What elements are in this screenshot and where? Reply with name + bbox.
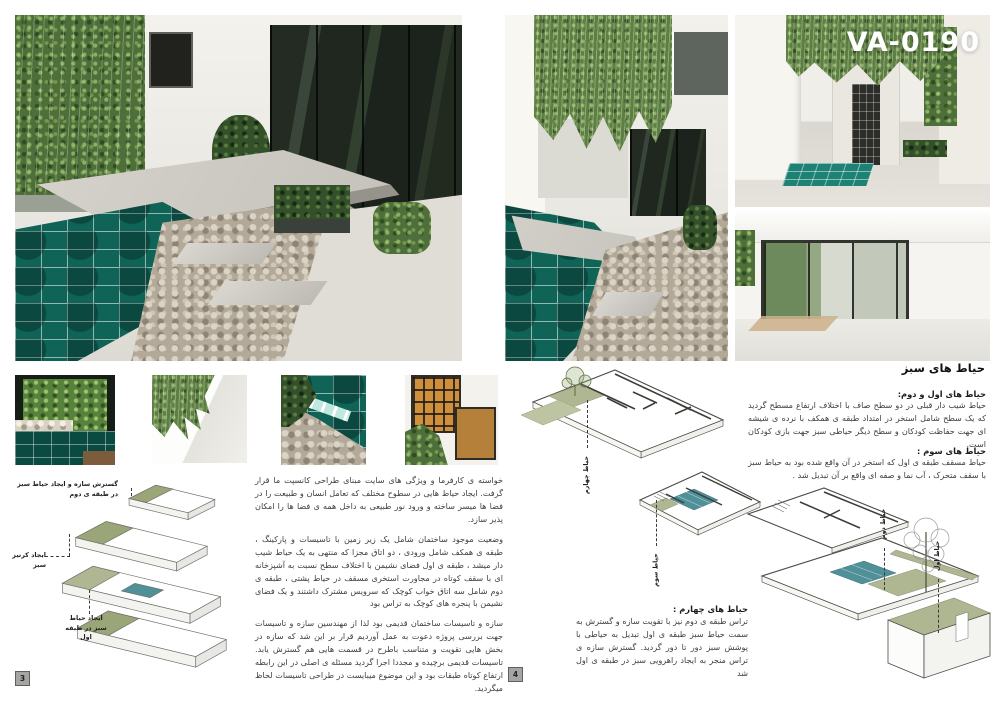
- page-number-left: 3: [15, 671, 30, 686]
- section-title-green-yards: حیاط های سبز: [901, 361, 985, 375]
- leader-line: [884, 548, 885, 590]
- page-number-right: 4: [508, 667, 523, 682]
- leader-line: [587, 400, 588, 448]
- photo-main-courtyard: [15, 15, 462, 361]
- thumb-tiles-pebbles: [281, 375, 366, 465]
- body-yard-3: حیاط مسقف طبقه ی اول که استخر در آن واقع شده بود به حیاط سبز با سقف متحرک ، آب نما و صفه ای واقع بر آن تبدیل شد .: [748, 457, 986, 480]
- plan-ground-floor-yards: [740, 480, 995, 695]
- heading-yards-1-2: حیاط های اول و دوم:: [897, 389, 986, 399]
- axon-label-second-floor: گسترش سازه و ایجاد حیاط سبز در طبقه ی دوم: [17, 480, 118, 498]
- axon-label-green-cornice: ایجاد کرنیز سبز: [12, 551, 46, 569]
- plan-label-yard-1: حیاط اول: [933, 540, 942, 572]
- lit-window: [411, 375, 462, 433]
- wood-deck: [749, 316, 839, 331]
- heading-yard-3: حیاط های سوم :: [917, 446, 986, 456]
- intro-text-column: [255, 474, 503, 702]
- leader-line: [656, 500, 657, 546]
- intro-paragraph: خواسته ی کارفرما و ویژگی های سایت مبنای طراحی کانسپت ما قرار گرفت. ایجاد حیاط هایی در سطوح مختلف که تعامل انسان و طبیعت را در فضا ها میسر ساخته و ورود نور طبیعی به داخل همه ی فضا ها را امکان پذیر سازد.: [255, 475, 503, 524]
- leader-line: [69, 534, 70, 556]
- neighbor-window: [671, 32, 728, 94]
- leader-line: [89, 590, 90, 614]
- leader-line: [131, 488, 132, 496]
- heading-yard-4: حیاط های چهارم :: [673, 604, 748, 614]
- plan-label-yard-4: حیاط چهارم: [582, 455, 591, 495]
- planter: [683, 205, 716, 250]
- greenery-sliver: [735, 230, 755, 287]
- body-yard-4: تراس طبقه ی دوم نیز با تقویت سازه و گسترش به سمت حیاط سبز طبقه ی اول تبدیل به حیاطی با پوشش سبز دور تا دور گردید. گسترش سازه ی تراس منجر به ایجاد راهرویی سبز در طبقه ی اول شد: [576, 616, 748, 678]
- thumb-hanging-plants: [152, 375, 247, 463]
- stepping-slab: [173, 243, 277, 264]
- photo-courtyard-corridor: [735, 15, 990, 207]
- intro-paragraph: سازه و تاسیسات ساختمان قدیمی بود لذا از مهندسین سازه و تاسیسات جهت بررسی پروژه دعوت به عمل آوردیم قرار بر این شد که سازه در بخش هایی تقویت و متناسب باطرح در قسمت هایی هم گسترش یابد. تاسیسات قدیمی برچیده و مجددا اجرا گردید مسئله ی اصلی در این رابطه ارتفاع کوتاه طبقات بود و این موضوع میبایست در طراحی تاسیسات لحاظ میگردید.: [255, 618, 503, 694]
- planter-box: [274, 219, 350, 233]
- window: [149, 32, 193, 88]
- leader-line: [45, 556, 70, 557]
- leader-line: [938, 579, 939, 633]
- planter-row: [903, 140, 946, 157]
- axon-label-first-floor: ایجاد حیاط سبز در طبقه اول: [65, 614, 107, 642]
- wood-edge: [83, 451, 115, 465]
- photo-courtyard-vertical: [505, 15, 728, 361]
- plan-label-yard-3: حیاط سوم: [651, 553, 660, 587]
- plan-label-yard-2: حیاط دوم: [879, 508, 888, 540]
- planter: [373, 202, 431, 254]
- wood-door: [455, 407, 496, 461]
- small-pool: [782, 163, 874, 186]
- thumb-warm-window: [405, 375, 498, 465]
- stepping-slab: [208, 281, 328, 305]
- thumb-night-pool: [15, 375, 115, 465]
- intro-paragraph: وضعیت موجود ساختمان شامل یک زیر زمین با تاسیسات و پارکینگ ، طبقه ی همکف شامل ورودی ، دو اتاق مجزا که منتهی به یک حیاط شیب دار میشد ، طبقه ی اول فضای نشیمن با اختلاف سطح نسبت به آشپزخانه ای با سقف کوتاه در مجاورت استخری مسقف در حیاط پشتی ، طبقه ی دوم شامل سه اتاق خواب کوچک که سرویس مشترک داشتند و یک فضای نشیمن با پنجره های کوچک به تراس بود: [255, 533, 503, 609]
- ceiling: [735, 212, 990, 243]
- glass-door: [630, 129, 706, 216]
- body-yards-1-2: حیاط شیب دار قبلی در دو سطح صاف با اختلاف ارتفاع مسطح گردید که یک سطح شامل استخر در امتداد طبقه ی همکف با نرده ی شیشه ای جهت حفاظت کودکان و سطح دیگر حیاطی سبز جهت بازی کودکان است.: [748, 400, 986, 449]
- photo-interior: [735, 212, 990, 361]
- project-code: VA-0190: [846, 27, 980, 58]
- grid-door: [852, 84, 880, 165]
